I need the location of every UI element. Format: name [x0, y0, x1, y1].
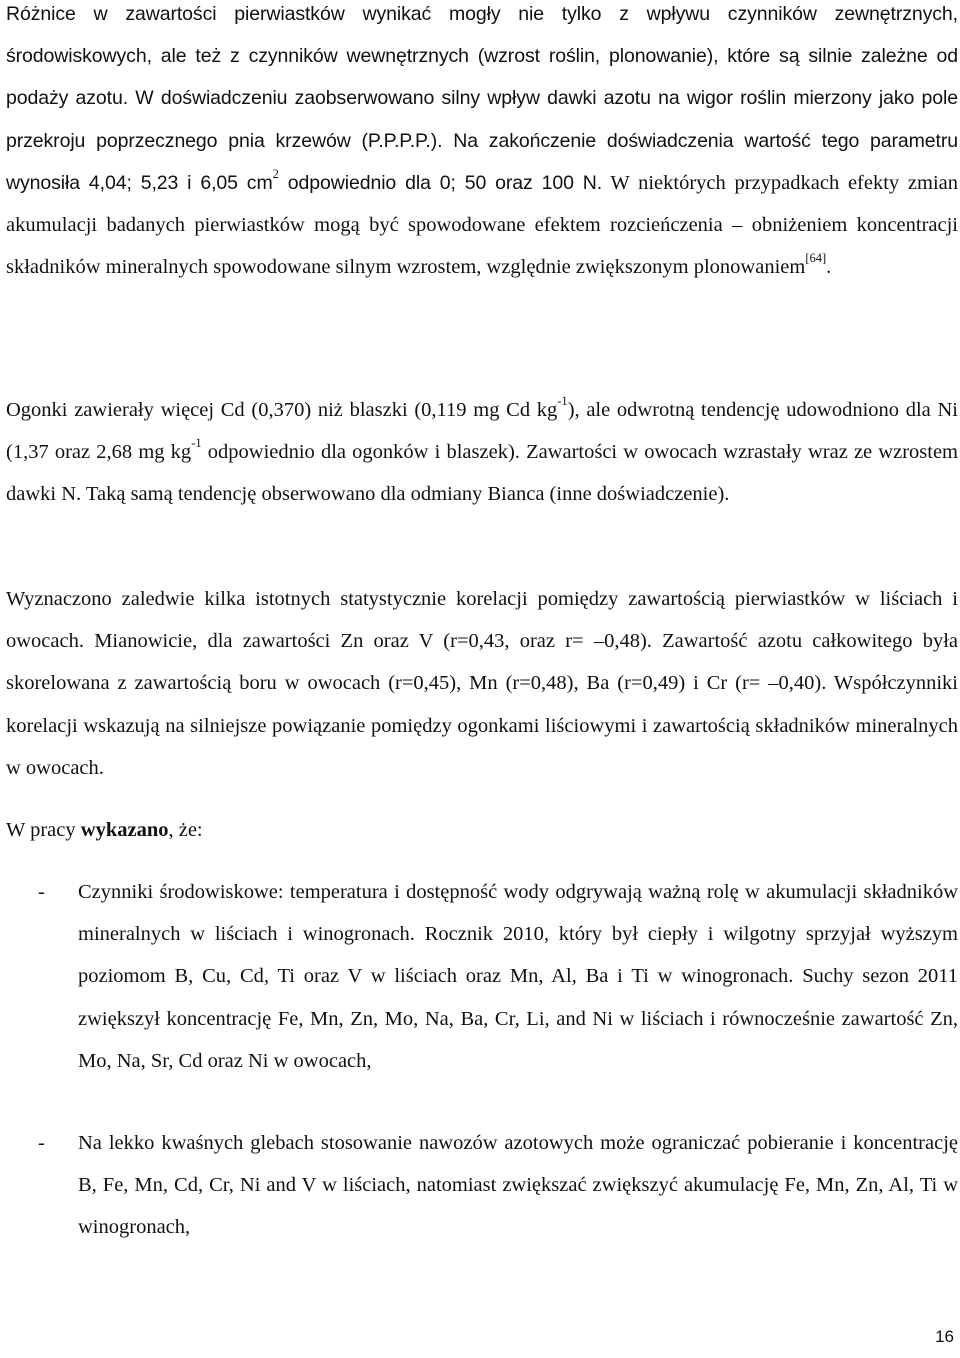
- superscript-cm2: 2: [272, 166, 279, 181]
- paragraph-1: [6, 0, 958, 288]
- paragraph-2-part-b: ), ale odwrotną tendencję udowodniono dla Ni (1,37 oraz 2,68 mg kg: [6, 399, 958, 464]
- paragraph-3-text: Wyznaczono zaledwie kilka istotnych statystycznie korelacji pomiędzy zawartością pierwiastków w liściach i owocach. Mianowicie, dla zawartości Zn oraz V (r=0,43, oraz r= –0,48). Zawartość azotu całkowitego była skorelowana z zawartością boru w owocach (r=0,45), Mn (r=0,48), Ba (r=0,49) i Cr (r= –0,40). Współczynniki korelacji wskazują na silniejsze powiązanie pomiędzy ogonkami liściowymi i zawartością składników mineralnych w owocach.: [6, 588, 958, 779]
- paragraph-1-dilution: W niektórych przypadkach efekty zmian akumulacji badanych pierwiastków mogą być spowodowane efektem rozcieńczenia – obniżeniem koncentracji składników mineralnych spowodowane silnym wzrostem, względnie zwiększonym plonowaniem: [6, 171, 958, 279]
- paragraph-2-part-c: odpowiednio dla ogonków i blaszek). Zawartości w owocach wzrastały wraz ze wzrostem dawki N. Taką samą tendencję obserwowano dla odmiany Bianca (inne doświadczenie).: [6, 441, 959, 506]
- bullet-text-1: Czynniki środowiskowe: temperatura i dostępność wody odgrywają ważną rolę w akumulacji składników mineralnych w liściach i winogronach. Rocznik 2010, który był ciepły i wilgotny sprzyjał wyższym poziomom B, Cu, Cd, Ti oraz V w liściach oraz Mn, Al, Ba i Ti w winogronach. Suchy sezon 2011 zwiększył koncentrację Fe, Mn, Zn, Mo, Na, Ba, Cr, Li, and Ni w liściach i równocześnie zawartość Zn, Mo, Na, Sr, Cd oraz Ni w owocach,: [78, 881, 958, 1072]
- paragraph-1-intro: Różnice w zawartości pierwiastków wynikać mogły nie tylko z wpływu czynników zewnętrznych, środowiskowych, ale też z czynników wewnętrznych (wzrost roślin, plonowanie), które są silnie zależne od podaży azotu.: [6, 3, 958, 110]
- paragraph-1-doses: odpowiednio dla 0; 50 oraz 100 N.: [278, 171, 603, 194]
- bullet-item-2: [6, 1122, 958, 1249]
- paragraph-2: [6, 389, 958, 516]
- superscript-minus-1-b: -1: [191, 436, 202, 451]
- paragraph-4-start: W pracy: [6, 819, 81, 841]
- paragraph-4: [6, 809, 958, 851]
- bullet-dash-1: -: [38, 881, 45, 903]
- paragraph-3: [6, 578, 958, 789]
- citation-64: [64]: [805, 251, 827, 266]
- paragraph-1-results: W doświadczeniu zaobserwowano silny wpływ dawki azotu na wigor roślin mierzony jako pole przekroju poprzecznego pnia krzewów (P.P.P.P.). Na zakończenie doświadczenia wartość tego parametru wynosiła 4,04; 5,23 i 6,05 cm: [6, 87, 958, 194]
- paragraph-1-end: .: [826, 256, 832, 279]
- bullet-text-2: Na lekko kwaśnych glebach stosowanie nawozów azotowych może ograniczać pobieranie i koncentrację B, Fe, Mn, Cd, Cr, Ni and V w liściach, natomiast zwiększać zwiększyć akumulację Fe, Mn, Zn, Al, Ti w winogronach,: [78, 1132, 958, 1239]
- paragraph-4-bold: wykazano: [80, 819, 169, 841]
- paragraph-4-end: , że:: [168, 819, 203, 841]
- bullet-item-1: [6, 871, 958, 1082]
- superscript-minus-1-a: -1: [557, 394, 568, 409]
- bullet-dash-2: -: [38, 1132, 45, 1154]
- paragraph-2-part-a: Ogonki zawierały więcej Cd (0,370) niż blaszki (0,119 mg Cd kg: [6, 399, 558, 421]
- page-number: 16: [935, 1327, 954, 1346]
